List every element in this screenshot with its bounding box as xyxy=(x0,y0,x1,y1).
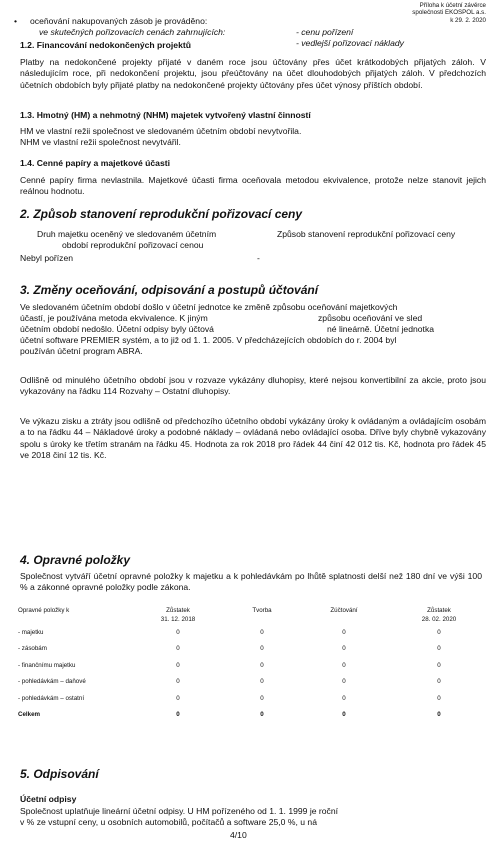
document-header xyxy=(412,2,486,24)
section-2-row-value: - xyxy=(257,253,260,263)
table-row xyxy=(18,624,494,641)
allowances-table xyxy=(18,606,494,723)
bullet-glyph: • xyxy=(14,16,18,26)
section-3-p1-l2b: způsobu oceňování ve sled xyxy=(318,313,423,323)
header-title: Příloha k účetní závěrce xyxy=(419,2,486,9)
table-cell: 0 xyxy=(176,711,180,719)
table-cell: 0 xyxy=(437,645,441,653)
table-row-label: - finančnímu majetku xyxy=(18,661,76,669)
table-row xyxy=(18,674,494,691)
valuation-left: ve skutečných pořizovacích cenách zahrnujících: xyxy=(39,27,226,37)
page-number: 4/10 xyxy=(230,830,247,840)
section-5-subtitle: Účetní odpisy xyxy=(20,794,77,804)
table-cell: 0 xyxy=(176,661,180,669)
header-company: společnosti EKOSPOL a.s. xyxy=(412,9,486,17)
table-total-row xyxy=(18,707,494,724)
section-1-4-title: 1.4. Cenné papíry a majetkové účasti xyxy=(20,158,170,168)
section-2-col2: Způsob stanovení reprodukční pořizovací ceny xyxy=(277,229,456,239)
table-cell: 0 xyxy=(437,661,441,669)
section-4-title: 4. Opravné položky xyxy=(20,553,131,567)
table-header-cell: Tvorba xyxy=(252,607,272,614)
table-cell: 0 xyxy=(342,678,346,686)
table-header-row xyxy=(18,606,494,615)
table-row xyxy=(18,641,494,658)
section-1-3-title: 1.3. Hmotný (HM) a nehmotný (NHM) majetek vytvořený vlastní činností xyxy=(20,110,311,120)
table-cell: 0 xyxy=(176,628,180,636)
header-date: k 29. 2. 2020 xyxy=(450,16,486,24)
table-cell: 0 xyxy=(260,694,264,702)
section-3-p1-l4: účetní software PREMIER systém, a to již od 1. 1. 2005. V předcházejících obdobích do r. 2004 byl xyxy=(20,335,397,345)
section-3-p1-l1: Ve sledovaném účetním období došlo v účetní jednotce ke změně způsobu oceňování majetkových xyxy=(20,302,398,312)
section-2-row-label: Nebyl pořízen xyxy=(20,253,74,263)
table-cell: 0 xyxy=(260,711,264,719)
table-cell: 0 xyxy=(342,711,346,719)
table-cell: 0 xyxy=(342,694,346,702)
table-cell: 0 xyxy=(437,628,441,636)
table-cell: 0 xyxy=(260,678,264,686)
table-cell: 0 xyxy=(342,628,346,636)
table-row-label: Celkem xyxy=(18,711,41,719)
table-cell: 0 xyxy=(437,711,441,719)
section-2-col1-a: Druh majetku oceněný ve sledovaném účetním xyxy=(37,229,217,239)
section-3-p3: Ve výkazu zisku a ztráty jsou odlišně od předchozího účetního období vykázány úroky k ovládaným a ovládajícím osobám a to na řádku 44 – Nákladové úroky a podobné náklady – ovládaná nebo ovládající osoba. Dříve byly chybně vykazovány spolu s úroky ke třetím stranám na řádku 45. Hodnota za rok 2018 pro řádek 44 činí 42 012 tis. Kč, hodnota pro řádek 45 ve 2018 činí 12 tis. Kč. xyxy=(20,416,486,460)
valuation-intro: oceňování nakupovaných zásob je prováděno: xyxy=(30,16,208,26)
table-cell: 0 xyxy=(342,645,346,653)
section-4-text: Společnost vytváří účetní opravné položky k majetku a k pohledávkám po lhůtě splatnosti delší než 180 dní ve výši 100 % a zákonné opravné položky podle zákona. xyxy=(20,571,482,593)
table-cell: 0 xyxy=(176,645,180,653)
section-5-line-1: Společnost uplatňuje lineární účetní odpisy. U HM pořízeného od 1. 1. 1999 je roční xyxy=(20,806,339,816)
table-cell: 0 xyxy=(437,694,441,702)
table-row-label: - majetku xyxy=(18,628,44,636)
table-row xyxy=(18,657,494,674)
table-subheader-cell: 31. 12. 2018 xyxy=(160,616,196,623)
section-2-title: 2. Způsob stanovení reprodukční pořizovací ceny xyxy=(20,207,303,221)
table-header-cell: Zůstatek xyxy=(166,607,190,614)
section-1-3-line-1: HM ve vlastní režii společnost ve sledovaném účetním období nevytvořila. xyxy=(20,126,302,136)
table-header-cell: Zůstatek xyxy=(427,607,451,614)
section-3-p1-l3a: účetním období nedošlo. Účetní odpisy byly účtová xyxy=(20,324,214,334)
section-1-2-text: Platby na nedokončené projekty přijaté v daném roce jsou účtovány přes účet krátkodobých přijatých záloh. V následujícím roce, při nedokončení projektu, jsou přeúčtovány na účet dlouhodobých přijatých záloh. V předchozích účetních obdobích byly přijaté platby na nedokončené projekty účtovány přes účet výnosy příštích období. xyxy=(20,57,486,90)
section-3-p2: Odlišně od minulého účetního období jsou v rozvaze vykázány dluhopisy, které nejsou konvertibilní za akcie, proto jsou vykazovány na řádku 114 Rozvahy – Ostatní dluhopisy. xyxy=(20,375,486,397)
table-cell: 0 xyxy=(260,661,264,669)
section-3-p1-l5: používán účetní program ABRA. xyxy=(20,346,143,356)
section-2-col1-b: období reprodukční pořizovací cenou xyxy=(62,240,204,250)
table-cell: 0 xyxy=(176,678,180,686)
table-row xyxy=(18,690,494,707)
section-1-3-line-2: NHM ve vlastní režii společnost nevytvářil. xyxy=(20,137,181,147)
table-cell: 0 xyxy=(260,628,264,636)
section-1-4-text: Cenné papíry firma nevlastnila. Majetkové účasti firma oceňovala metodou ekvivalence, protože nelze stanovit jejich reálnou hodnotu. xyxy=(20,175,486,197)
section-1-2-title: 1.2. Financování nedokončených projektů xyxy=(20,40,191,50)
section-3-p1-l2a: účastí, je používána metoda ekvivalence. K jiným xyxy=(20,313,208,323)
section-3-title: 3. Změny oceňování, odpisování a postupů účtování xyxy=(20,283,319,297)
table-cell: 0 xyxy=(176,694,180,702)
valuation-right-1: - cenu pořízení xyxy=(296,27,354,37)
table-header-cell: Opravné položky k xyxy=(18,607,70,614)
table-cell: 0 xyxy=(342,661,346,669)
section-5-line-2: v % ze vstupní ceny, u osobních automobilů, počítačů a software 25,0 %, u ná xyxy=(20,817,317,827)
table-row-label: - pohledávkám – ostatní xyxy=(18,694,85,702)
table-subheader-cell: 28. 02. 2020 xyxy=(421,616,457,623)
table-cell: 0 xyxy=(437,678,441,686)
table-row-label: - zásobám xyxy=(18,645,47,653)
table-cell: 0 xyxy=(260,645,264,653)
valuation-right-2: - vedlejší pořizovací náklady xyxy=(296,38,404,48)
section-3-p1-l3b: né lineárně. Účetní jednotka xyxy=(327,324,435,334)
table-subheader-row xyxy=(18,615,494,624)
section-5-title: 5. Odpisování xyxy=(20,767,99,781)
table-header-cell: Zúčtování xyxy=(330,607,358,614)
table-row-label: - pohledávkám – daňové xyxy=(18,678,86,686)
